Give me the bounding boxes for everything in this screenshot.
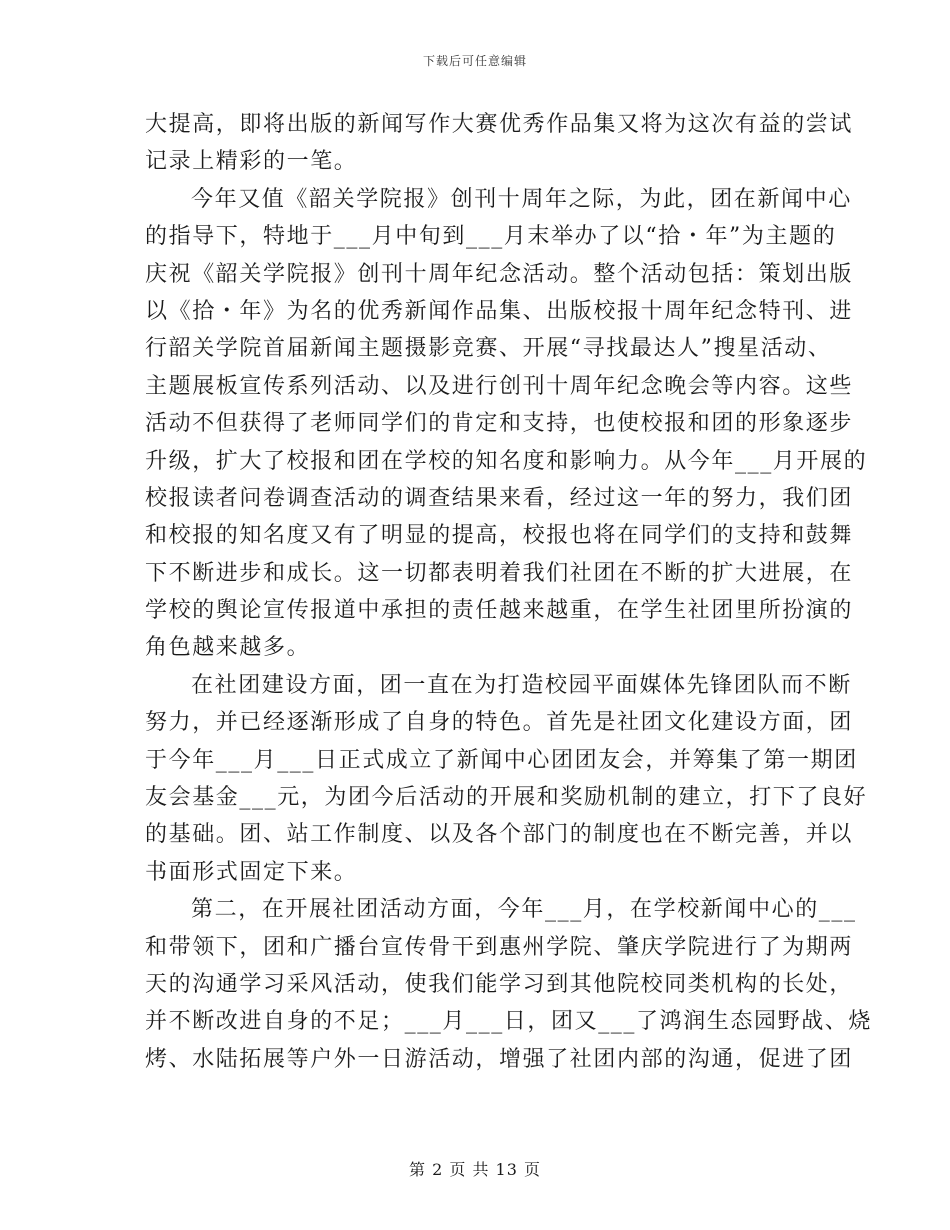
document-body bbox=[145, 106, 873, 1078]
text-line: 角色越来越多。 bbox=[145, 635, 311, 661]
text-line: 行韶关学院首届新闻主题摄影竞赛、开展“寻找最达人”搜星活动、 bbox=[145, 336, 832, 362]
text-line: 和带领下，团和广播台宣传骨干到惠州学院、肇庆学院进行了为期两 bbox=[145, 934, 854, 960]
text-line: 和校报的知名度又有了明显的提高，校报也将在同学们的支持和鼓舞 bbox=[145, 523, 854, 549]
text-line: 天的沟通学习采风活动，使我们能学习到其他院校同类机构的长处， bbox=[145, 971, 854, 997]
text-line: 的基础。团、站工作制度、以及各个部门的制度也在不断完善，并以 bbox=[145, 822, 854, 848]
text-line: 在社团建设方面，团一直在为打造校园平面媒体先锋团队而不断 bbox=[191, 672, 852, 698]
text-line: 活动不但获得了老师同学们的肯定和支持，也使校报和团的形象逐步 bbox=[145, 411, 854, 437]
text-line: 升级，扩大了校报和团在学校的知名度和影响力。从今年___月开展的 bbox=[145, 448, 868, 474]
text-line: 主题展板宣传系列活动、以及进行创刊十周年纪念晚会等内容。这些 bbox=[145, 373, 854, 399]
text-line: 学校的舆论宣传报道中承担的责任越来越重，在学生社团里所扮演的 bbox=[145, 598, 854, 624]
text-line: 第二，在开展社团活动方面，今年___月，在学校新闻中心的___ bbox=[191, 897, 857, 923]
text-line: 今年又值《韶关学院报》创刊十周年之际，为此，团在新闻中心 bbox=[191, 186, 852, 212]
text-line: 记录上精彩的一笔。 bbox=[145, 149, 358, 175]
text-line: 烤、水陆拓展等户外一日游活动，增强了社团内部的沟通，促进了团 bbox=[145, 1046, 854, 1072]
text-line: 下不断进步和成长。这一切都表明着我们社团在不断的扩大进展，在 bbox=[145, 560, 854, 586]
text-line: 庆祝《韶关学院报》创刊十周年纪念活动。整个活动包括：策划出版 bbox=[145, 261, 854, 287]
text-line: 于今年___月___日正式成立了新闻中心团团友会，并筹集了第一期团 bbox=[145, 747, 858, 773]
page-header: 下载后可任意编辑 bbox=[422, 54, 527, 68]
text-line: 书面形式固定下来。 bbox=[145, 859, 358, 885]
text-line: 并不断改进自身的不足；___月___日，团又___了鸿润生态园野战、烧 bbox=[145, 1009, 873, 1035]
text-line: 友会基金___元，为团今后活动的开展和奖励机制的建立，打下了良好 bbox=[145, 785, 868, 811]
text-line: 努力，并已经逐渐形成了自身的特色。首先是社团文化建设方面，团 bbox=[145, 710, 854, 736]
text-line: 以《拾・年》为名的优秀新闻作品集、出版校报十周年纪念特刊、进 bbox=[145, 298, 854, 324]
text-line: 的指导下，特地于___月中旬到___月末举办了以“拾・年”为主题的 bbox=[145, 224, 837, 250]
text-line: 校报读者问卷调查活动的调查结果来看，经过这一年的努力，我们团 bbox=[145, 485, 854, 511]
text-line: 大提高，即将出版的新闻写作大赛优秀作品集又将为这次有益的尝试 bbox=[145, 112, 854, 137]
page-footer: 第 2 页 共 13 页 bbox=[409, 1160, 541, 1179]
